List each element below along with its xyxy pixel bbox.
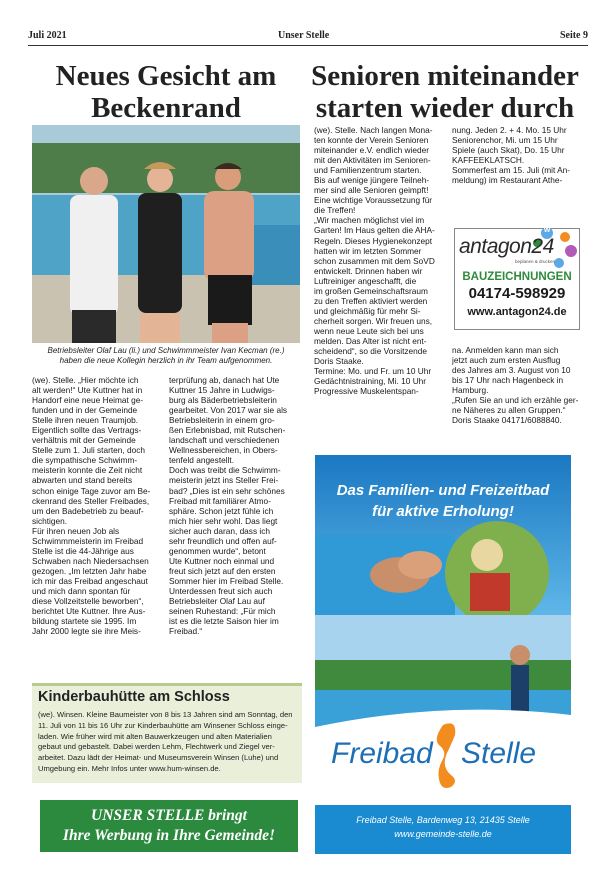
article-text-line: bad? „Dies ist ein sehr schönes — [169, 485, 285, 496]
article-text-line: sicher auch daran, dass ich — [169, 525, 271, 536]
article-text-line: Doris Staake. — [314, 356, 364, 367]
article-text-line: diese Vollzeitstelle beworben“, — [32, 596, 144, 607]
article1-caption — [32, 346, 300, 366]
article-text-line: die Treffen! — [314, 205, 356, 216]
kinder-text-line: gebaut und gebastelt. Dabei werden Lehm, Flechtwerk und Ziegel ver- — [38, 742, 275, 752]
article-text-line: scheidend“, so die Vorsitzende — [314, 346, 428, 357]
article-text-line: bildung startete sie 1995. Im — [32, 616, 137, 627]
article-text-line: Bis auf wenige jüngere Teilneh- — [314, 175, 430, 186]
article-text-line: Unterdessen freut sich auch — [169, 585, 273, 596]
article-text-line: wenn neue Leute sich bei uns — [314, 325, 424, 336]
article-text-line: sehr freundlich und offen auf- — [169, 535, 277, 546]
article-text-line: Schwimmmeisterin im Freibad — [32, 535, 144, 546]
article-text-line: ich mir das Freibad angeschaut — [32, 575, 148, 586]
article-text-line: KAFFEEKLATSCH. — [452, 155, 525, 166]
article2-headline-line2: starten wieder durch — [315, 92, 575, 124]
article-text-line: Termine: Mo. und Fr. um 10 Uhr — [314, 366, 432, 377]
article-text-line: (we). Stelle. „Hier möchte ich — [32, 375, 139, 385]
article-text-line: Betriebsleiterin in einem gro- — [169, 415, 275, 426]
article-text-line: sichtigen. — [32, 515, 68, 526]
issue-date: Juli 2021 — [28, 30, 67, 41]
article-text-line: jetzt auch zum ersten Ausflug — [452, 355, 561, 366]
article-text-line: Doris Staake 04171/6088840. — [452, 415, 562, 426]
article-text-line: meldung) im Restaurant Athe- — [452, 175, 563, 186]
antagon24-ad[interactable] — [454, 228, 580, 330]
article-text-line: Gedächtnistraining, Mi. 10 Uhr — [314, 376, 427, 387]
kinder-text-line: laden. Wie früher wird mit alten Bauwerkzeugen und alten Materialien — [38, 731, 272, 741]
article1-headline-line2: Beckenrand — [91, 92, 241, 124]
article-text-line: mich hier sehr wohl. Das liegt — [169, 515, 278, 526]
article-text-line: Für ihren neuen Job als — [32, 525, 120, 536]
article-text-line: melden. Das Alter ist nicht ent- — [314, 335, 427, 346]
antagon-phone: 04174-598929 — [468, 285, 566, 302]
article-text-line: mit den Aktivitäten im Senioren- — [314, 155, 431, 166]
article-text-line: miteinander e.V. endlich wieder — [314, 145, 429, 156]
article-text-line: Hamburg. — [452, 385, 489, 396]
article1-headline — [32, 60, 300, 124]
article2-headline — [305, 60, 585, 124]
article-text-line: meisterin jetzt ins Steller Frei- — [169, 475, 279, 486]
caption-line2: haben die neue Kollegin herzlich in ihr Team aufgenommen. — [59, 356, 273, 365]
antagon-heading: BAUZEICHNUNGEN — [462, 271, 572, 283]
article-text-line: berichtet Ute Kuttner. Ihre Aus- — [32, 606, 146, 617]
freibad-slogan-line2: für aktive Erholung! — [372, 503, 514, 520]
page-number: Seite 9 — [559, 30, 588, 41]
article-text-line: Freibad mit familiärer Atmo- — [169, 495, 271, 506]
article-text-line: freut sich jetzt auf den ersten — [169, 565, 276, 576]
article-text-line: Ute Kuttner noch einmal und — [169, 555, 275, 566]
article-text-line: meisterin konnte die Zeit nicht — [32, 465, 143, 476]
article-text-line: Regeln. Dieses Hygienekonzept — [314, 235, 433, 246]
article-text-line: Sommer hier im Freibad Stelle. — [169, 575, 284, 586]
article-text-line: „Rufen Sie an und ich erzähle ger- — [452, 395, 579, 406]
freibad-url[interactable]: www.gemeinde-stelle.de — [394, 829, 492, 839]
article-text-line: bis 17 Uhr nach Hagenbeck in — [452, 375, 564, 386]
article-text-line: gearbeitet. Von 2017 war sie als — [169, 405, 288, 416]
article-text-line: Eine wichtige Voraussetzung für — [314, 195, 433, 206]
kinder-text-line: Umgebung ein. Mehr Infos unter www.hum-winsen.de. — [38, 763, 221, 773]
article-text-line: (we). Stelle. Nach langen Mona- — [314, 125, 433, 135]
article-text-line: ist es die letzte Saison hier im — [169, 616, 279, 627]
promo-line1: UNSER STELLE bringt — [91, 807, 247, 824]
article-text-line: burg als Bäderbetriebsleiterin — [169, 395, 277, 406]
article-text-line: Doch was treibt die Schwimm- — [169, 465, 281, 476]
article-text-line: ckenrand des Steller Freibades, — [32, 495, 150, 506]
antagon-bubble-icon: W — [543, 227, 551, 234]
article-text-line: um den Badebetrieb zu beauf- — [32, 505, 144, 516]
article-text-line: cherheit sorgen. Wir freuen uns, — [314, 315, 433, 326]
article-text-line: Kuttner 15 Jahre in Ludwigs- — [169, 385, 275, 396]
article2-headline-line1: Senioren miteinander — [311, 60, 579, 92]
article2-column2-bottom — [452, 345, 580, 425]
article-text-line: na. Anmelden kann man sich — [452, 345, 559, 355]
caption-line1: Betriebsleiter Olaf Lau (li.) und Schwimmmeister Ivan Kecman (re.) — [47, 346, 285, 355]
article-text-line: Luftreiniger angeschafft, die — [314, 275, 417, 286]
kinder-text-line: (we). Winsen. Kleine Baumeister von 8 bis 13 Jahren sind am Sonntag, den — [38, 710, 293, 719]
article-text-line: nung. Jeden 2. + 4. Mo. 15 Uhr — [452, 125, 567, 135]
article-text-line: Handorf eine neue Heimat ge- — [32, 395, 144, 406]
article-text-line: und Familienzentrum starten. — [314, 165, 422, 176]
article-text-line: Spiele (auch Skat), Do. 15 Uhr — [452, 145, 565, 156]
article-text-line: Sommerfest am 15. Juli (mit An- — [452, 165, 571, 176]
article1-headline-line1: Neues Gesicht am — [55, 60, 277, 92]
article-text-line: mer sind alle Senioren geimpft! — [314, 185, 429, 196]
promo-line2: Ihre Werbung in Ihre Gemeinde! — [62, 827, 276, 844]
antagon-brand: antagon24 — [459, 235, 554, 258]
article-text-line: und mich dann spontan für — [32, 585, 131, 596]
kinder-text-line: arbeitet. Dazu lädt der Heimat- und Museumsverein Winsen (Luhe) und — [38, 753, 279, 763]
article-text-line: abwarten und stand bereits — [32, 475, 133, 486]
article-text-line: tenfeld angestellt. — [169, 455, 235, 466]
freibad-logo-left: Freibad — [331, 737, 433, 770]
antagon-tagline: beplanen & drucken — [515, 259, 556, 264]
kinder-text-line: 11. Juli von 11 bis 16 Uhr zur Kinderbauhütte am Winsener Schloss einge- — [38, 720, 288, 730]
article-text-line: sphäre. Schon jetzt fühle ich — [169, 505, 274, 516]
antagon-url: www.antagon24.de — [467, 306, 567, 318]
article-text-line: entwickelt. Drinnen haben wir — [314, 265, 423, 276]
article-text-line: seinen Ruhestand: „Für mich — [169, 606, 276, 617]
article1-column1 — [32, 375, 163, 636]
header-rule — [28, 45, 588, 46]
article-text-line: terprüfung ab, danach hat Ute — [169, 375, 280, 385]
article-text-line: schon zusammen mit dem SoVD — [314, 255, 435, 266]
article-text-line: Stelle zum 1. Juli starten, doch — [32, 445, 145, 456]
freibad-stelle-ad[interactable] — [315, 455, 571, 854]
article-text-line: Wellnessbereichen, in Obers- — [169, 445, 278, 456]
article-text-line: im großen Gemeinschaftsraum — [314, 285, 428, 296]
freibad-logo-right: Stelle — [461, 737, 537, 770]
article-text-line: Progressive Muskelentspan- — [314, 386, 419, 397]
article-text-line: schon einige Tage zuvor am Be- — [32, 485, 151, 496]
article-text-line: alt werden!“ Ute Kuttner hat in — [32, 385, 143, 396]
unser-stelle-promo[interactable] — [40, 800, 298, 852]
paper-name: Unser Stelle — [278, 30, 330, 41]
article-text-line: „Wir machen möglichst viel im — [314, 215, 425, 226]
article-text-line: landschaft und verschiedenen — [169, 435, 280, 446]
freibad-address: Freibad Stelle, Bardenweg 13, 21435 Stelle — [356, 815, 530, 825]
article-text-line: verhältnis mit der Gemeinde — [32, 435, 136, 446]
kinderbauhuette-box — [32, 683, 302, 783]
article-text-line: hatten wir im letzten Sommer — [314, 245, 422, 256]
article-text-line: und gleichmäßig für mehr Si- — [314, 305, 421, 316]
article-text-line: Seniorenchor, Mi. um 15 Uhr — [452, 135, 558, 146]
page-header — [28, 30, 588, 44]
article1-photo — [32, 125, 300, 343]
kinder-title: Kinderbauhütte am Schloss — [38, 689, 230, 705]
article-text-line: des Jahres am 3. August von 10 — [452, 365, 571, 376]
article2-column2-top — [452, 125, 580, 185]
article-text-line: zu den Treffen aktiviert werden — [314, 295, 428, 306]
kinder-text — [38, 710, 296, 775]
article1-column2 — [169, 375, 300, 636]
article-text-line: Garten! Im Haus gelten die AHA- — [314, 225, 435, 236]
article2-column1 — [314, 125, 445, 396]
article-text-line: Betriebsleiter Olaf Lau auf — [169, 596, 265, 607]
article-text-line: ten konnte der Verein Senioren — [314, 135, 429, 146]
article-text-line: gezogen. „Im letzten Jahr habe — [32, 565, 147, 576]
article-text-line: genommen wurde“, betont — [169, 545, 266, 556]
article-text-line: funden und in der Gemeinde — [32, 405, 138, 416]
article-text-line: die sympathische Schwimm- — [32, 455, 138, 466]
freibad-slogan-line1: Das Familien- und Freizeitbad — [336, 482, 550, 499]
article-text-line: Freibad.“ — [169, 626, 203, 637]
article-text-line: Stelle ihren neuen Traumjob. — [32, 415, 139, 426]
article-text-line: Schwaben nach Niedersachsen — [32, 555, 149, 566]
article-text-line: ßen Erlebnisbad, mit Rutschen- — [169, 425, 286, 436]
article-text-line: Jahr 2000 legte sie ihre Meis- — [32, 626, 141, 637]
article-text-line: ne Näheres zu allen Gruppen.“ — [452, 405, 566, 416]
article-text-line: Stelle ist die 44-Jährige aus — [32, 545, 134, 556]
article-text-line: Eigentlich sollte das Vertrags- — [32, 425, 142, 436]
